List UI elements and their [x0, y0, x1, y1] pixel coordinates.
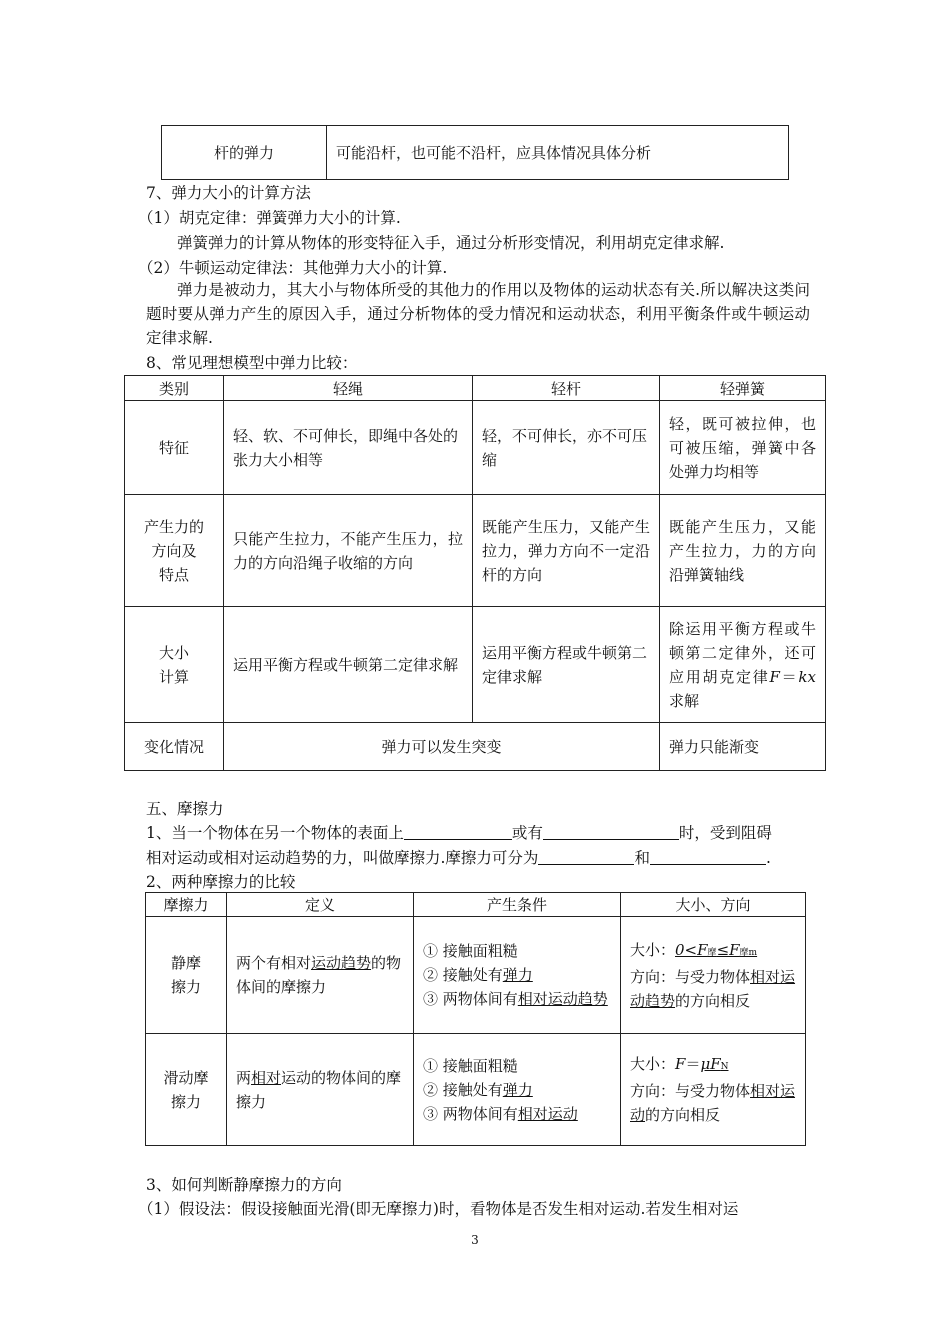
hooke-law-heading: （1）胡克定律：弹簧弹力大小的计算. — [138, 209, 401, 227]
blank-1[interactable] — [404, 823, 512, 840]
page-number: 3 — [471, 1233, 479, 1247]
rope-direction: 只能产生拉力，不能产生压力，拉力的方向沿绳子收缩的方向 — [224, 495, 473, 607]
blank-4[interactable] — [650, 848, 766, 865]
row-direction-label: 产生力的 方向及 特点 — [125, 495, 224, 607]
rod-magnitude: 运用平衡方程或牛顿第二定律求解 — [473, 607, 660, 723]
spring-magnitude: 除运用平衡方程或牛顿第二定律外，还可应用胡克定律F＝kx求解 — [660, 607, 826, 723]
kinetic-definition: 两相对运动的物体间的摩擦力 — [227, 1034, 414, 1146]
static-definition: 两个有相对运动趋势的物体间的摩擦力 — [227, 917, 414, 1034]
rod-feature: 轻，不可伸长，亦不可压缩 — [473, 401, 660, 495]
fheader-conditions: 产生条件 — [414, 893, 621, 917]
newton-law-body: 弹力是被动力，其大小与物体所受的其他力的作用以及物体的运动状态有关.所以解决这类问题时要从弹力产生的原因入手，通过分析物体的受力情况和运动状态，利用平衡条件或牛顿运动定律求解. — [146, 281, 810, 347]
section-8-title: 8、常见理想模型中弹力比较： — [146, 354, 358, 372]
row-feature-label: 特征 — [125, 401, 224, 495]
rod-force-desc: 可能沿杆，也可能不沿杆，应具体情况具体分析 — [327, 126, 789, 180]
blank-3[interactable] — [538, 848, 634, 865]
row-magnitude-label: 大小 计算 — [125, 607, 224, 723]
header-rod: 轻杆 — [473, 376, 660, 401]
fheader-type: 摩擦力 — [146, 893, 227, 917]
blank-2[interactable] — [543, 823, 679, 840]
static-conditions: ① 接触面粗糙 ② 接触处有弹力 ③ 两物体间有相对运动趋势 — [414, 917, 621, 1034]
spring-direction: 既能产生压力，又能产生拉力，力的方向沿弹簧轴线 — [660, 495, 826, 607]
friction-q1-line2: 相对运动或相对运动趋势的力，叫做摩擦力.摩擦力可分为 和 . — [146, 849, 771, 867]
rope-rod-change: 弹力可以发生突变 — [224, 723, 660, 771]
rod-force-label: 杆的弹力 — [162, 126, 327, 180]
row-change-label: 变化情况 — [125, 723, 224, 771]
rod-direction: 既能产生压力，又能产生拉力，弹力方向不一定沿杆的方向 — [473, 495, 660, 607]
header-category: 类别 — [125, 376, 224, 401]
section-friction-title: 五、摩擦力 — [146, 800, 224, 818]
models-table — [124, 375, 826, 771]
static-friction-label: 静摩 擦力 — [146, 917, 227, 1034]
header-spring: 轻弹簧 — [660, 376, 826, 401]
hooke-law-body: 弹簧弹力的计算从物体的形变特征入手，通过分析形变情况，利用胡克定律求解. — [177, 234, 725, 252]
friction-table — [145, 892, 806, 1146]
assumption-method: （1）假设法：假设接触面光滑(即无摩擦力)时，看物体是否发生相对运动.若发生相对运 — [138, 1200, 739, 1218]
static-size-direction: 大小：0<F摩≤F摩m 方向：与受力物体相对运动趋势的方向相反 — [621, 917, 806, 1034]
rope-magnitude: 运用平衡方程或牛顿第二定律求解 — [224, 607, 473, 723]
section-7-title: 7、弹力大小的计算方法 — [146, 184, 311, 202]
friction-q2-title: 2、两种摩擦力的比较 — [146, 873, 296, 891]
header-rope: 轻绳 — [224, 376, 473, 401]
friction-q1-line1: 1、当一个物体在另一个物体的表面上 或有 时，受到阻碍 — [146, 824, 772, 842]
spring-feature: 轻，既可被拉伸，也可被压缩，弹簧中各处弹力均相等 — [660, 401, 826, 495]
static-direction-title: 3、如何判断静摩擦力的方向 — [146, 1176, 342, 1194]
spring-change: 弹力只能渐变 — [660, 723, 826, 771]
fheader-definition: 定义 — [227, 893, 414, 917]
newton-law-heading: （2）牛顿运动定律法：其他弹力大小的计算. — [138, 259, 448, 277]
kinetic-size-direction: 大小：F＝μFN 方向：与受力物体相对运动的方向相反 — [621, 1034, 806, 1146]
kinetic-friction-label: 滑动摩 擦力 — [146, 1034, 227, 1146]
kinetic-conditions: ① 接触面粗糙 ② 接触处有弹力 ③ 两物体间有相对运动 — [414, 1034, 621, 1146]
rod-force-table — [161, 125, 789, 180]
rope-feature: 轻、软、不可伸长，即绳中各处的张力大小相等 — [224, 401, 473, 495]
fheader-size-direction: 大小、方向 — [621, 893, 806, 917]
